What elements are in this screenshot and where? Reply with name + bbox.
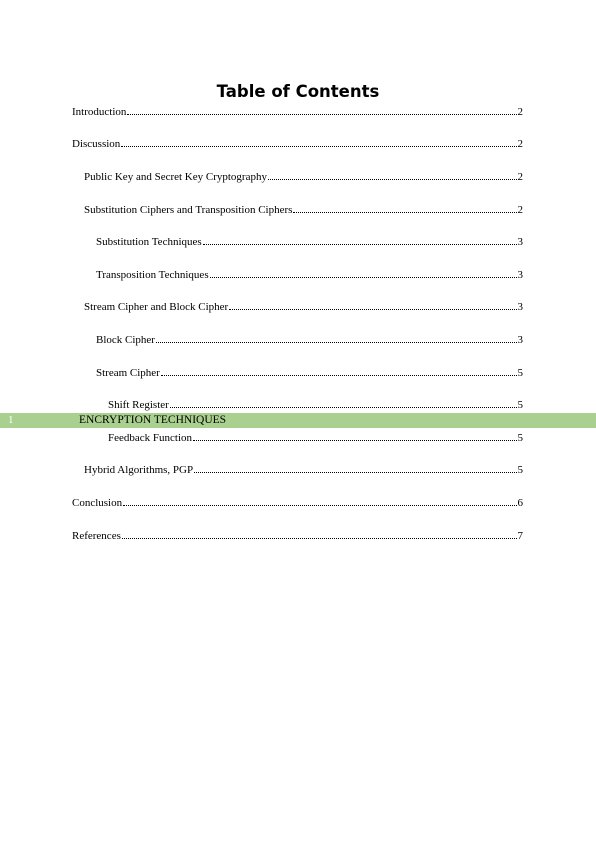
toc-page-number: 2 [517,204,523,216]
dot-leader [210,267,517,278]
toc-entry-label: Substitution Techniques [96,236,202,248]
toc-entry-introduction[interactable] [72,104,523,119]
toc-entry-block-cipher[interactable] [96,332,523,347]
dot-leader [229,299,516,310]
toc-entry-shift-register[interactable] [108,397,523,412]
dot-leader [194,462,516,473]
toc-page-number: 5 [517,432,523,444]
toc-page-number: 2 [517,171,523,183]
toc-entry-feedback-function[interactable] [108,430,523,445]
toc-page-number: 2 [517,138,523,150]
toc-page-number: 6 [517,497,523,509]
toc-entry-discussion[interactable] [72,136,523,151]
dot-leader [193,430,516,441]
dot-leader [156,332,517,343]
toc-page-number: 3 [517,236,523,248]
toc-entry-substitution-transposition[interactable] [84,202,523,217]
toc-entry-label: Feedback Function [108,432,193,444]
page-header-band [0,413,596,428]
toc-page-number: 5 [517,367,523,379]
toc-entry-label: Public Key and Secret Key Cryptography [84,171,267,183]
dot-leader [268,169,517,180]
toc-entry-label: Shift Register [108,399,169,411]
toc-entry-label: Stream Cipher [96,367,160,379]
toc-title: Table of Contents [216,82,380,101]
toc-entry-conclusion[interactable] [72,495,523,510]
dot-leader [170,397,517,408]
dot-leader [161,365,517,376]
toc-page-number: 7 [517,530,523,542]
toc-entry-label: Discussion [72,138,121,150]
toc-page-number: 2 [517,106,523,118]
header-document-title: ENCRYPTION TECHNIQUES [79,414,227,426]
toc-entry-stream-cipher[interactable] [96,365,523,380]
dot-leader [122,528,517,539]
header-page-number: 1 [8,414,14,426]
dot-leader [121,136,516,147]
dot-leader [203,234,517,245]
toc-entry-label: Hybrid Algorithms, PGP [84,464,194,476]
toc-page-number: 3 [517,269,523,281]
toc-entry-label: Stream Cipher and Block Cipher [84,301,229,313]
toc-entry-label: Block Cipher [96,334,155,346]
toc-entry-label: References [72,530,121,542]
dot-leader [293,202,516,213]
toc-page-number: 3 [517,301,523,313]
dot-leader [123,495,516,506]
toc-entry-label: Transposition Techniques [96,269,209,281]
toc-entry-label: Conclusion [72,497,123,509]
toc-page-number: 5 [517,464,523,476]
toc-entry-public-key[interactable] [84,169,523,184]
dot-leader [127,104,516,115]
toc-entry-stream-block[interactable] [84,299,523,314]
toc-page-number: 5 [517,399,523,411]
toc-page-number: 3 [517,334,523,346]
toc-entry-hybrid-algorithms[interactable] [84,462,523,477]
toc-entry-transposition-techniques[interactable] [96,267,523,282]
toc-entry-references[interactable] [72,528,523,543]
toc-entry-substitution-techniques[interactable] [96,234,523,249]
toc-entry-label: Introduction [72,106,127,118]
toc-entry-label: Substitution Ciphers and Transposition Ciphers [84,204,293,216]
